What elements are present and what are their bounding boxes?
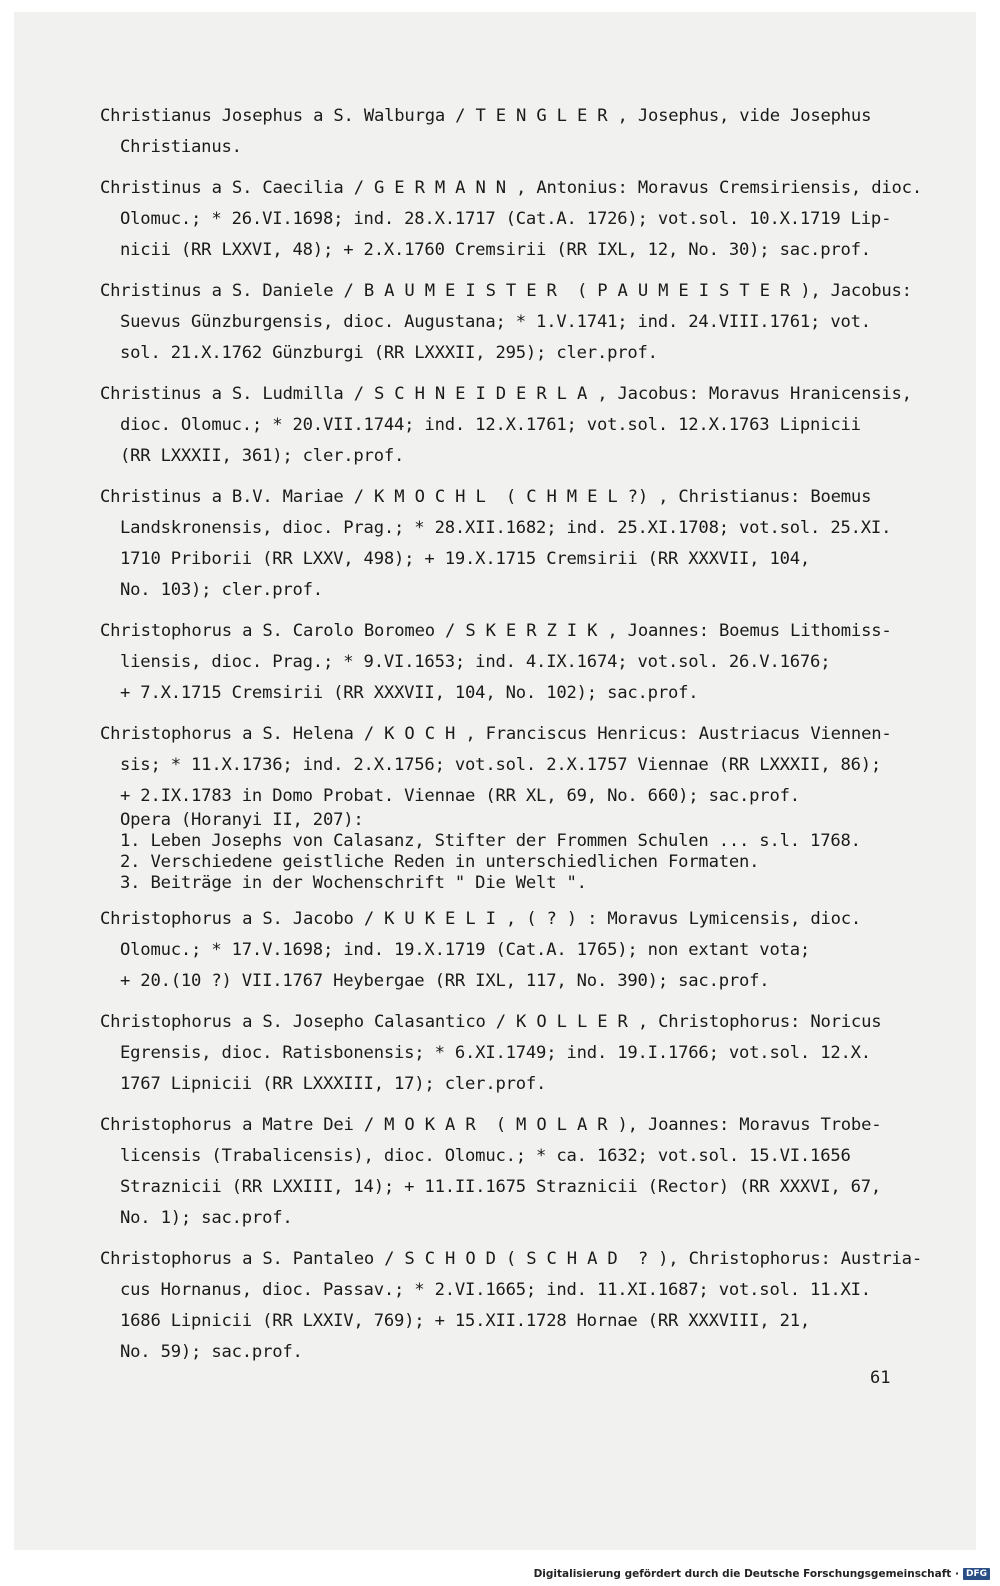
entry-heading-line: Christophorus a S. Pantaleo / S C H O D ( S C H A D ? ), Christophorus: Austria- [100,1249,922,1269]
entry-heading-line: Christophorus a S. Jacobo / K U K E L I , ( ? ) : Moravus Lymicensis, dioc. [100,909,862,929]
opera-line: Opera (Horanyi II, 207): [120,810,364,830]
entry-heading-line: Christophorus a Matre Dei / M O K A R ( M O L A R ), Joannes: Moravus Trobe- [100,1115,882,1135]
entry-line: No. 103); cler.prof. [120,580,323,600]
entry-line: nicii (RR LXXVI, 48); + 2.X.1760 Cremsirii (RR IXL, 12, No. 30); sac.prof. [120,240,871,260]
entry-line: Straznicii (RR LXXIII, 14); + 11.II.1675 Straznicii (Rector) (RR XXXVI, 67, [120,1177,882,1197]
entry-line: + 20.(10 ?) VII.1767 Heybergae (RR IXL, 117, No. 390); sac.prof. [120,971,770,991]
entry-line: Olomuc.; * 17.V.1698; ind. 19.X.1719 (Cat.A. 1765); non extant vota; [120,940,811,960]
entry [100,276,950,369]
opera-line: 3. Beiträge in der Wochenschrift " Die Welt ". [120,873,587,893]
entry [100,1244,950,1368]
entry [100,379,950,472]
entry-heading-line: Christophorus a S. Helena / K O C H , Franciscus Henricus: Austriacus Viennen- [100,724,892,744]
entry-line: cus Hornanus, dioc. Passav.; * 2.VI.1665; ind. 11.XI.1687; vot.sol. 11.XI. [120,1280,871,1300]
footer-text: Digitalisierung gefördert durch die Deutsche Forschungsgemeinschaft · [533,1568,959,1580]
entry-line: Christianus. [120,137,242,157]
entry-line: Egrensis, dioc. Ratisbonensis; * 6.XI.1749; ind. 19.I.1766; vot.sol. 12.X. [120,1043,871,1063]
entry-heading-line: Christinus a S. Ludmilla / S C H N E I D E R L A , Jacobus: Moravus Hranicensis, [100,384,912,404]
entry [100,482,950,606]
entry-heading-line: Christinus a B.V. Mariae / K M O C H L ( C H M E L ?) , Christianus: Boemus [100,487,872,507]
entry-line: + 2.IX.1783 in Domo Probat. Viennae (RR XL, 69, No. 660); sac.prof. [120,786,800,806]
opera-list [100,810,950,894]
entry-heading-line: Christophorus a S. Josepho Calasantico / K O L L E R , Christophorus: Noricus [100,1012,882,1032]
footer-credit [534,1568,990,1580]
entry-line: Landskronensis, dioc. Prag.; * 28.XII.1682; ind. 25.XI.1708; vot.sol. 25.XI. [120,518,892,538]
entry-line: liensis, dioc. Prag.; * 9.VI.1653; ind. 4.IX.1674; vot.sol. 26.V.1676; [120,652,831,672]
entry [100,173,950,266]
entry-line: licensis (Trabalicensis), dioc. Olomuc.; * ca. 1632; vot.sol. 15.VI.1656 [120,1146,851,1166]
dfg-logo-icon: DFG [963,1568,990,1580]
entries-list [100,101,950,1378]
entry-line: + 7.X.1715 Cremsirii (RR XXXVII, 104, No. 102); sac.prof. [120,683,699,703]
opera-line: 2. Verschiedene geistliche Reden in unterschiedlichen Formaten. [120,852,760,872]
entry-line: sis; * 11.X.1736; ind. 2.X.1756; vot.sol. 2.X.1757 Viennae (RR LXXXII, 86); [120,755,882,775]
scanned-page [14,12,976,1550]
entry-heading-line: Christinus a S. Daniele / B A U M E I S T E R ( P A U M E I S T E R ), Jacobus: [100,281,912,301]
entry-line: 1767 Lipnicii (RR LXXXIII, 17); cler.prof. [120,1074,547,1094]
entry [100,1110,950,1234]
entry-line: dioc. Olomuc.; * 20.VII.1744; ind. 12.X.1761; vot.sol. 12.X.1763 Lipnicii [120,415,861,435]
entry [100,719,950,894]
entry [100,1007,950,1100]
entry-line: 1710 Priborii (RR LXXV, 498); + 19.X.1715 Cremsirii (RR XXXVII, 104, [120,549,811,569]
entry [100,101,950,163]
entry-line: Suevus Günzburgensis, dioc. Augustana; * 1.V.1741; ind. 24.VIII.1761; vot. [120,312,871,332]
entry [100,616,950,709]
entry-heading-line: Christianus Josephus a S. Walburga / T E N G L E R , Josephus, vide Josephus [100,106,872,126]
entry-line: 1686 Lipnicii (RR LXXIV, 769); + 15.XII.1728 Hornae (RR XXXVIII, 21, [120,1311,811,1331]
opera-line: 1. Leben Josephs von Calasanz, Stifter der Frommen Schulen ... s.l. 1768. [120,831,861,851]
entry-line: sol. 21.X.1762 Günzburgi (RR LXXXII, 295); cler.prof. [120,343,658,363]
entry [100,904,950,997]
entry-line: No. 1); sac.prof. [120,1208,293,1228]
entry-heading-line: Christophorus a S. Carolo Boromeo / S K E R Z I K , Joannes: Boemus Lithomiss- [100,621,892,641]
entry-line: (RR LXXXII, 361); cler.prof. [120,446,405,466]
page-number: 61 [870,1368,891,1388]
entry-heading-line: Christinus a S. Caecilia / G E R M A N N , Antonius: Moravus Cremsiriensis, dioc. [100,178,922,198]
entry-line: No. 59); sac.prof. [120,1342,303,1362]
entry-line: Olomuc.; * 26.VI.1698; ind. 28.X.1717 (Cat.A. 1726); vot.sol. 10.X.1719 Lip- [120,209,892,229]
